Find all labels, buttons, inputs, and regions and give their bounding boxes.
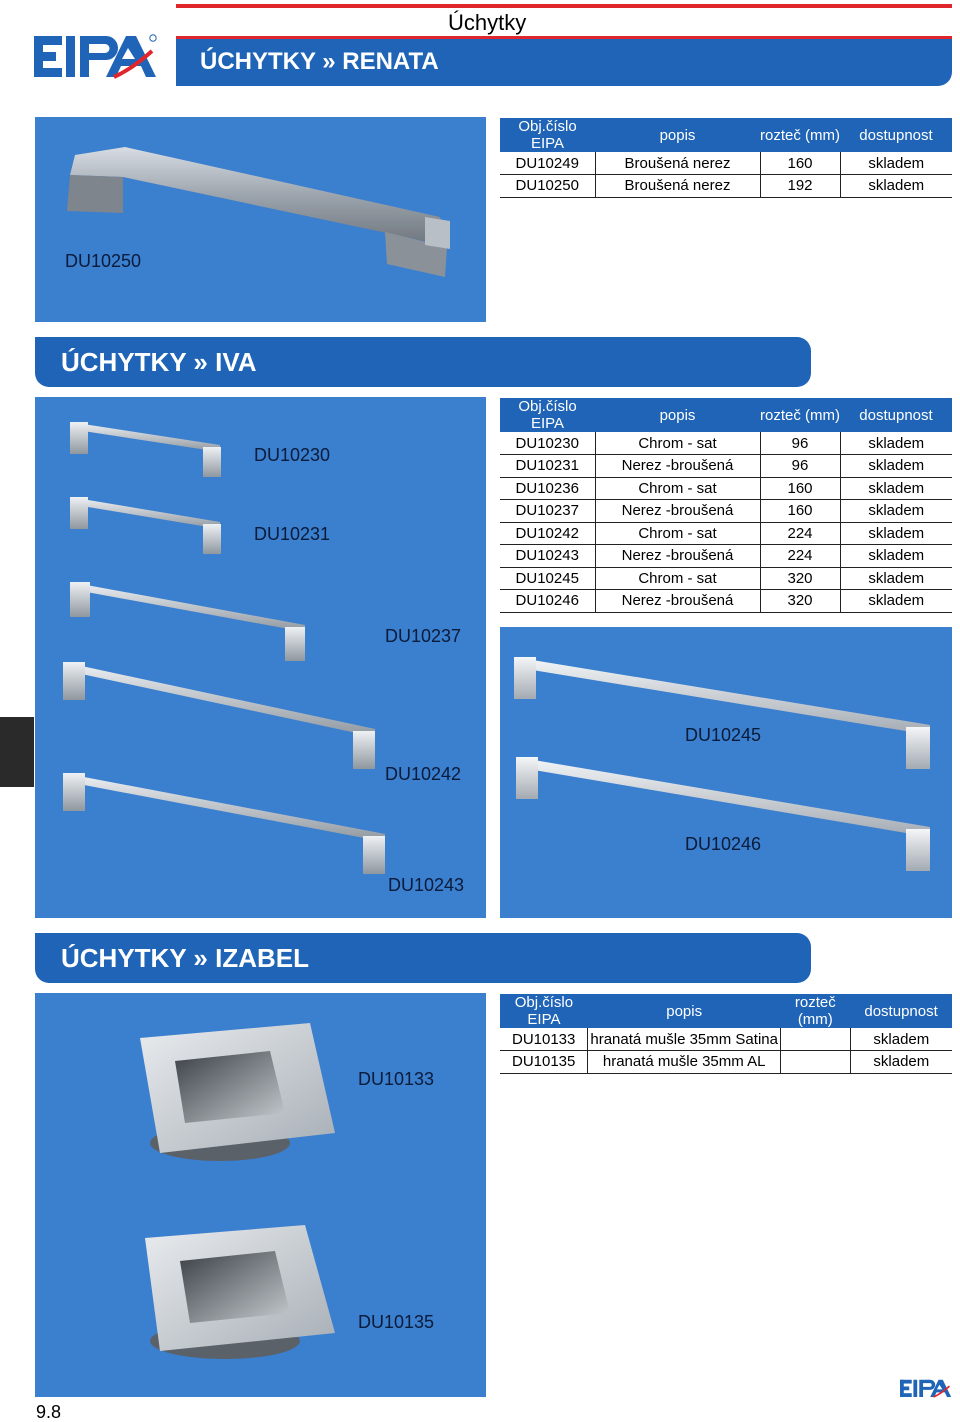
iva-image-label: DU10245 xyxy=(685,725,762,745)
iva-image-label: DU10237 xyxy=(385,626,462,646)
col-header: rozteč (mm) xyxy=(760,398,840,432)
table-row xyxy=(500,1051,952,1074)
table-row xyxy=(500,152,952,175)
table-cell: DU10133 xyxy=(500,1028,588,1051)
iva-image-label: DU10243 xyxy=(388,875,465,895)
table-cell: 320 xyxy=(760,590,840,613)
izabel-image-label: DU10135 xyxy=(358,1312,435,1332)
table-cell: skladem xyxy=(840,545,952,568)
table-row xyxy=(500,567,952,590)
table-cell: DU10242 xyxy=(500,522,595,545)
col-header: popis xyxy=(595,118,760,152)
table-cell: skladem xyxy=(840,152,952,175)
col-header: rozteč (mm) xyxy=(780,994,850,1028)
table-cell: skladem xyxy=(840,455,952,478)
eipa-footer-logo xyxy=(900,1376,952,1402)
renata-table xyxy=(500,118,952,198)
table-cell: 96 xyxy=(760,455,840,478)
table-row xyxy=(500,500,952,523)
col-header: Obj.číslo EIPA xyxy=(500,118,595,152)
izabel-section-bar xyxy=(35,933,811,983)
table-row xyxy=(500,545,952,568)
izabel-section-title: ÚCHYTKY » IZABEL xyxy=(61,943,309,973)
table-cell: DU10230 xyxy=(500,432,595,455)
table-cell: Nerez -broušená xyxy=(595,500,760,523)
iva-photo-right xyxy=(500,627,952,918)
page-category-title: Úchytky xyxy=(448,10,527,35)
col-header: popis xyxy=(588,994,781,1028)
table-cell: 96 xyxy=(760,432,840,455)
table-row xyxy=(500,522,952,545)
col-header: rozteč (mm) xyxy=(760,118,840,152)
table-cell: skladem xyxy=(840,477,952,500)
table-cell: DU10231 xyxy=(500,455,595,478)
izabel-photo xyxy=(35,993,486,1397)
table-cell: Nerez -broušená xyxy=(595,455,760,478)
iva-table xyxy=(500,398,952,613)
table-row xyxy=(500,1028,952,1051)
table-cell: Chrom - sat xyxy=(595,432,760,455)
table-cell: Broušená nerez xyxy=(595,152,760,175)
table-cell: hranatá mušle 35mm Satina xyxy=(588,1028,781,1051)
izabel-image-label: DU10133 xyxy=(358,1069,435,1089)
table-cell: DU10243 xyxy=(500,545,595,568)
table-cell: 224 xyxy=(760,522,840,545)
table-cell: Nerez -broušená xyxy=(595,545,760,568)
table-cell: skladem xyxy=(850,1051,952,1074)
table-cell: skladem xyxy=(850,1028,952,1051)
renata-section-bar xyxy=(176,36,952,86)
table-cell: 224 xyxy=(760,545,840,568)
page-number: 9.8 xyxy=(36,1402,62,1422)
renata-image-label: DU10250 xyxy=(65,251,142,271)
iva-photo-left xyxy=(35,397,486,918)
table-cell: skladem xyxy=(840,522,952,545)
table-row xyxy=(500,477,952,500)
table-cell: Broušená nerez xyxy=(595,175,760,198)
izabel-shells-image xyxy=(35,993,486,1397)
table-row xyxy=(500,175,952,198)
header-red-rule xyxy=(176,4,952,8)
chapter-side-tab xyxy=(0,717,34,787)
table-cell: Chrom - sat xyxy=(595,567,760,590)
iva-image-label: DU10230 xyxy=(254,445,331,465)
iva-handles-image xyxy=(35,397,486,918)
table-cell: DU10246 xyxy=(500,590,595,613)
table-cell: 320 xyxy=(760,567,840,590)
renata-photo xyxy=(35,117,486,322)
table-cell xyxy=(780,1028,850,1051)
col-header: Obj.číslo EIPA xyxy=(500,398,595,432)
table-cell: 192 xyxy=(760,175,840,198)
table-cell: Chrom - sat xyxy=(595,522,760,545)
table-cell: hranatá mušle 35mm AL xyxy=(588,1051,781,1074)
table-cell: Chrom - sat xyxy=(595,477,760,500)
table-cell: DU10245 xyxy=(500,567,595,590)
iva-image-label: DU10242 xyxy=(385,764,462,784)
table-cell: DU10237 xyxy=(500,500,595,523)
col-header: dostupnost xyxy=(850,994,952,1028)
table-header-row xyxy=(500,994,952,1028)
table-cell: skladem xyxy=(840,432,952,455)
table-cell: DU10250 xyxy=(500,175,595,198)
iva-section-title: ÚCHYTKY » IVA xyxy=(61,347,257,377)
table-cell: DU10236 xyxy=(500,477,595,500)
table-cell: 160 xyxy=(760,477,840,500)
renata-handle-image xyxy=(35,117,486,322)
table-row xyxy=(500,590,952,613)
col-header: dostupnost xyxy=(840,398,952,432)
col-header: popis xyxy=(595,398,760,432)
table-cell: DU10135 xyxy=(500,1051,588,1074)
col-header: Obj.číslo EIPA xyxy=(500,994,588,1028)
table-cell: DU10249 xyxy=(500,152,595,175)
col-header: dostupnost xyxy=(840,118,952,152)
table-header-row xyxy=(500,398,952,432)
table-cell: skladem xyxy=(840,567,952,590)
izabel-table xyxy=(500,994,952,1074)
iva-image-label: DU10231 xyxy=(254,524,331,544)
table-cell: skladem xyxy=(840,500,952,523)
iva-section-bar xyxy=(35,337,811,387)
table-row xyxy=(500,455,952,478)
table-header-row xyxy=(500,118,952,152)
table-cell: 160 xyxy=(760,500,840,523)
table-cell xyxy=(780,1051,850,1074)
table-cell: 160 xyxy=(760,152,840,175)
renata-section-title: ÚCHYTKY » RENATA xyxy=(200,48,439,75)
eipa-logo xyxy=(34,32,158,84)
table-cell: skladem xyxy=(840,175,952,198)
iva-long-handles-image xyxy=(500,627,952,918)
table-row xyxy=(500,432,952,455)
table-cell: skladem xyxy=(840,590,952,613)
iva-image-label: DU10246 xyxy=(685,834,762,854)
table-cell: Nerez -broušená xyxy=(595,590,760,613)
